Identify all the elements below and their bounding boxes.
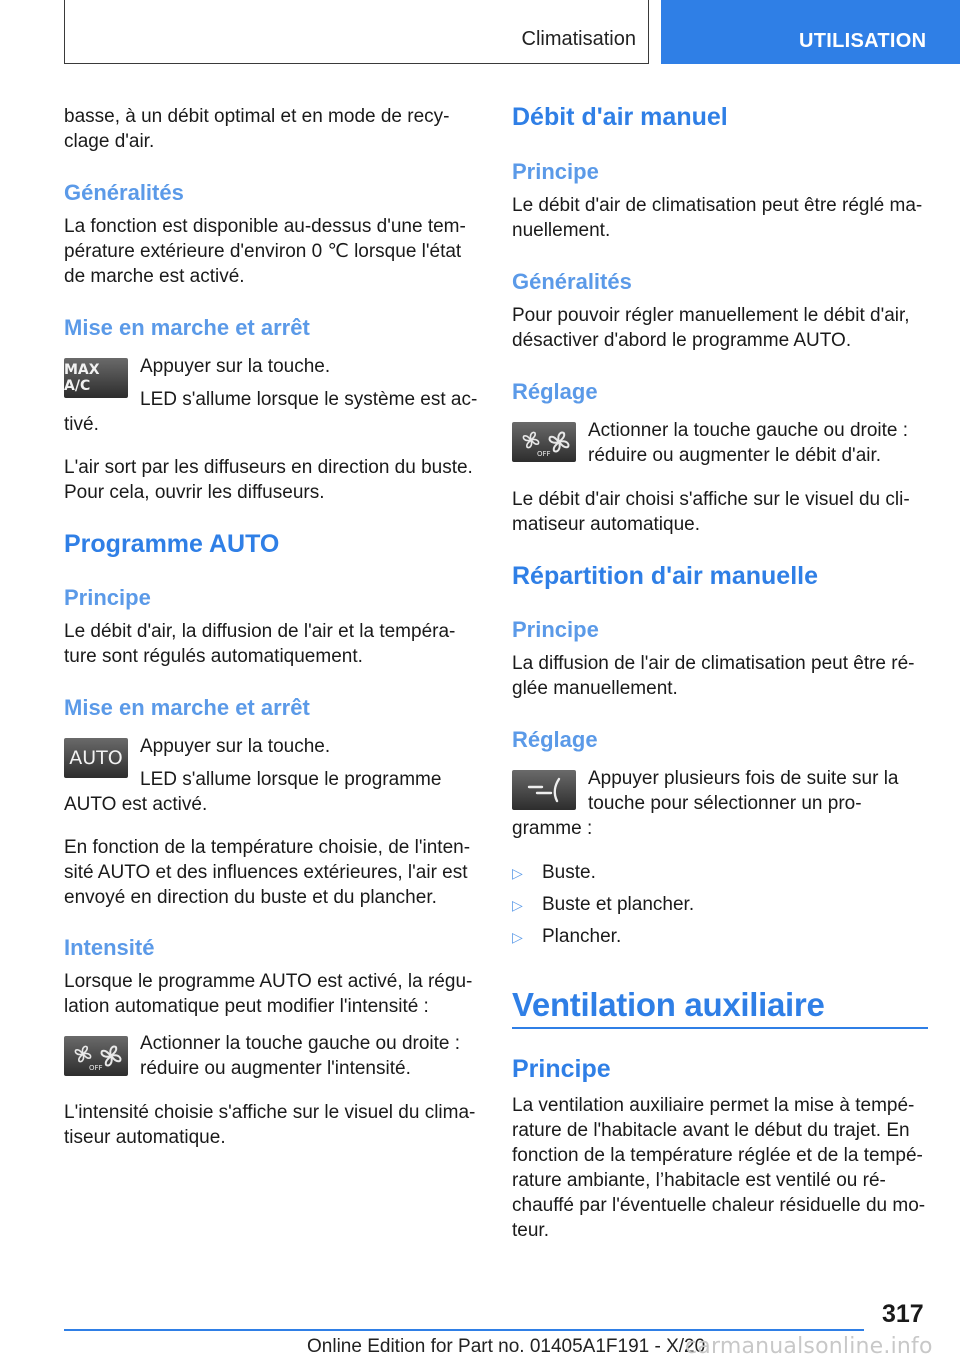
triangle-bullet-icon: ▷ — [512, 929, 523, 945]
fan-icon — [67, 1039, 125, 1073]
onoff1-air: L'air sort par les diffuseurs en direction du buste. Pour cela, ouvrir les diffuseurs. — [64, 457, 473, 503]
page-number: 317 — [882, 1300, 924, 1328]
onoff1-press: Appuyer sur la touche. — [140, 356, 331, 377]
intro-text: basse, à un débit optimal et en mode de recy-clage d'air. — [64, 106, 450, 152]
debit-heading: Débit d'air manuel — [512, 103, 728, 131]
max-ac-button-icon: MAX A/C — [64, 358, 128, 398]
header-chapter-box — [661, 0, 960, 64]
footer-edition: Online Edition for Part no. 01405A1F191 - X/20 — [307, 1336, 706, 1357]
fan-speed-button-icon — [64, 1036, 128, 1076]
onoff-heading-1: Mise en marche et arrêt — [64, 315, 310, 340]
generalites-heading-right: Généralités — [512, 269, 632, 294]
header-section-box — [64, 0, 649, 64]
intensite-display: L'intensité choisie s'affiche sur le visuel du clima-tiseur automatique. — [64, 1102, 476, 1148]
principe-heading-3: Principe — [512, 1055, 611, 1083]
heading-rule — [512, 1027, 928, 1029]
onoff-heading-2: Mise en marche et arrêt — [64, 695, 310, 720]
reglage2-line1: Appuyer plusieurs fois de suite sur la — [588, 768, 899, 789]
onoff2-text: En fonction de la température choisie, de l'inten-sité AUTO et des influences extérieures, l'air est envoyé en direction du buste et du plancher. — [64, 837, 471, 908]
svg-text:OFF: OFF — [89, 1064, 103, 1072]
auto-button-icon: AUTO — [64, 738, 128, 778]
air-distribution-icon — [515, 773, 573, 807]
watermark-logo: carmanualsonline.info — [685, 1334, 933, 1359]
principe-heading-2: Principe — [512, 617, 599, 642]
svg-text:OFF: OFF — [537, 450, 551, 458]
intensite-text: Lorsque le programme AUTO est activé, la régu-lation automatique peut modifier l'intensité : — [64, 971, 473, 1017]
intensite-heading: Intensité — [64, 935, 155, 960]
reglage2-line2: touche pour sélectionner un pro- — [588, 793, 862, 814]
onoff1-led: LED s'allume lorsque le système est ac-tivé. — [64, 389, 478, 435]
triangle-bullet-icon: ▷ — [512, 865, 523, 881]
list-item: ▷ Plancher. — [512, 924, 694, 956]
principe-heading-left: Principe — [64, 585, 151, 610]
header-section-title: Climatisation — [521, 28, 636, 50]
fan-speed-button-icon-2 — [512, 422, 576, 462]
repartition-heading: Répartition d'air manuelle — [512, 562, 819, 590]
list-item: ▷ Buste et plancher. — [512, 892, 694, 924]
principe-text-1: Le débit d'air de climatisation peut être réglé ma-nuellement. — [512, 195, 923, 241]
onoff2-press: Appuyer sur la touche. — [140, 736, 331, 757]
auto-program-heading: Programme AUTO — [64, 530, 280, 558]
air-distribution-button-icon — [512, 770, 576, 810]
reglage-heading-2: Réglage — [512, 727, 598, 752]
footer-rule — [64, 1329, 864, 1331]
principe-text-3: La ventilation auxiliaire permet la mise à tempé-rature de l'habitacle avant le début du trajet. En fonction de la température réglée et de la tempé-rature ambiante, l’habitacle est ventilé ou ré-chauffé par l'éventuelle chaleur résiduelle du mo-teur. — [512, 1095, 926, 1241]
program-list — [512, 860, 694, 956]
header-chapter-title: UTILISATION — [799, 30, 927, 52]
triangle-bullet-icon: ▷ — [512, 897, 523, 913]
principe-text-left: Le débit d'air, la diffusion de l'air et la tempéra-ture sont régulés automatiquement. — [64, 621, 456, 667]
fan-icon — [515, 425, 573, 459]
onoff2-led: LED s'allume lorsque le programme AUTO est activé. — [64, 769, 442, 815]
generalites-text: La fonction est disponible au-dessus d'une tem-pérature extérieure d'environ 0 ℃ lorsque l'état de marche est activé. — [64, 216, 466, 287]
ventilation-heading: Ventilation auxiliaire — [512, 986, 825, 1023]
generalites-text-right: Pour pouvoir régler manuellement le débit d'air, désactiver d'abord le programme AUTO. — [512, 305, 910, 351]
intensite-action: Actionner la touche gauche ou droite : réduire ou augmenter l'intensité. — [140, 1033, 461, 1079]
reglage1-display: Le débit d'air choisi s'affiche sur le visuel du cli-matiseur automatique. — [512, 489, 910, 535]
list-item: ▷ Buste. — [512, 860, 694, 892]
principe-heading-1: Principe — [512, 159, 599, 184]
reglage2-line3: gramme : — [512, 818, 593, 839]
generalites-heading: Généralités — [64, 180, 184, 205]
principe-text-2: La diffusion de l'air de climatisation peut être ré-glée manuellement. — [512, 653, 915, 699]
reglage-heading-1: Réglage — [512, 379, 598, 404]
reglage1-action: Actionner la touche gauche ou droite : réduire ou augmenter le débit d'air. — [588, 420, 909, 466]
